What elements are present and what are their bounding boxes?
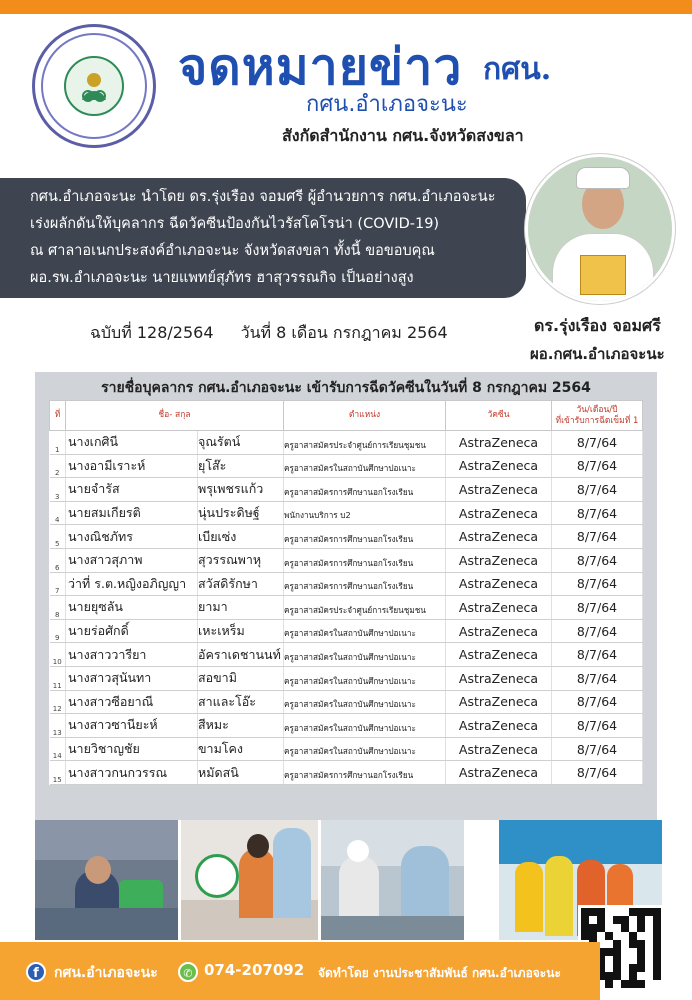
- row-date: 8/7/64: [552, 572, 643, 596]
- row-first-name: นางสาวกนกวรรณ: [66, 761, 198, 785]
- row-date: 8/7/64: [552, 690, 643, 714]
- table-header-row: [50, 401, 643, 431]
- table-row: [50, 761, 643, 785]
- row-first-name: นางณิชภัทร: [66, 525, 198, 549]
- table-row: [50, 643, 643, 667]
- row-position: ครูอาสาสมัครการศึกษานอกโรงเรียน: [284, 548, 446, 572]
- row-date: 8/7/64: [552, 761, 643, 785]
- header-vaccine: วัคซีน: [446, 401, 552, 431]
- row-index: 8: [50, 596, 66, 620]
- office-name: กศน.อำเภอจะนะ: [306, 92, 468, 117]
- header-date-line1: วัน/เดือน/ปี: [576, 404, 618, 415]
- phone-icon: ✆: [178, 962, 198, 982]
- row-date: 8/7/64: [552, 501, 643, 525]
- row-position: ครูอาสาสมัครประจำศูนย์การเรียนชุมชน: [284, 431, 446, 455]
- row-vaccine: AstraZeneca: [446, 431, 552, 455]
- table-title: รายชื่อบุคลากร กศน.อำเภอจะนะ เข้ารับการฉีดวัคซีนในวันที่ 8 กรกฎาคม 2564: [101, 380, 591, 396]
- portrait-cap: [576, 167, 630, 189]
- row-position: ครูอาสาสมัครการศึกษานอกโรงเรียน: [284, 478, 446, 502]
- row-date: 8/7/64: [552, 737, 643, 761]
- row-first-name: นางสาวซานียะห์: [66, 714, 198, 738]
- row-position: ครูอาสาสมัครในสถาบันศึกษาปอเนาะ: [284, 690, 446, 714]
- director-name: ดร.รุ่งเรือง จอมศรี: [534, 316, 661, 335]
- header-idx: ที่: [50, 401, 66, 431]
- row-index: 10: [50, 643, 66, 667]
- row-position: ครูอาสาสมัครการศึกษานอกโรงเรียน: [284, 525, 446, 549]
- table-row: [50, 619, 643, 643]
- row-last-name: ยามา: [198, 596, 284, 620]
- row-last-name: สุวรรณพาหุ: [198, 548, 284, 572]
- row-index: 5: [50, 525, 66, 549]
- row-first-name: นายจำรัส: [66, 478, 198, 502]
- row-index: 9: [50, 619, 66, 643]
- issue-date: วันที่ 8 เดือน กรกฎาคม 2564: [240, 323, 448, 342]
- issue-number: ฉบับที่ 128/2564: [90, 323, 214, 342]
- facebook-label[interactable]: กศน.อำเภอจะนะ: [54, 965, 158, 981]
- emblem-icon: [74, 66, 114, 106]
- table-row: [50, 572, 643, 596]
- row-vaccine: AstraZeneca: [446, 572, 552, 596]
- phone-number[interactable]: 074-207092: [204, 961, 305, 979]
- director-portrait: [525, 154, 675, 304]
- row-vaccine: AstraZeneca: [446, 478, 552, 502]
- row-last-name: หมัดสนิ: [198, 761, 284, 785]
- row-vaccine: AstraZeneca: [446, 501, 552, 525]
- row-first-name: นางเกศินี: [66, 431, 198, 455]
- table-row: [50, 690, 643, 714]
- row-index: 14: [50, 737, 66, 761]
- row-first-name: นายสมเกียรติ: [66, 501, 198, 525]
- row-vaccine: AstraZeneca: [446, 454, 552, 478]
- row-vaccine: AstraZeneca: [446, 525, 552, 549]
- row-first-name: นางสาวสุนันทา: [66, 666, 198, 690]
- event-photo-3: [321, 820, 464, 940]
- row-last-name: ขามโคง: [198, 737, 284, 761]
- row-date: 8/7/64: [552, 431, 643, 455]
- row-index: 7: [50, 572, 66, 596]
- table-row: [50, 454, 643, 478]
- header-name: ชื่อ- สกุล: [66, 401, 284, 431]
- made-by: จัดทำโดย งานประชาสัมพันธ์ กศน.อำเภอจะนะ: [318, 966, 561, 980]
- table-row: [50, 737, 643, 761]
- row-date: 8/7/64: [552, 596, 643, 620]
- row-first-name: นางสาวซีอยาณี: [66, 690, 198, 714]
- row-index: 6: [50, 548, 66, 572]
- row-date: 8/7/64: [552, 666, 643, 690]
- banner-line: ณ ศาลาอเนกประสงค์อำเภอจะนะ จังหวัดสงขลา ทั้งนี้ ขอขอบคุณ: [30, 243, 435, 259]
- event-photo-1: [35, 820, 178, 940]
- header-position: ตำแหน่ง: [284, 401, 446, 431]
- row-vaccine: AstraZeneca: [446, 548, 552, 572]
- row-index: 15: [50, 761, 66, 785]
- row-index: 11: [50, 666, 66, 690]
- row-date: 8/7/64: [552, 619, 643, 643]
- office-logo: [32, 24, 156, 148]
- row-index: 4: [50, 501, 66, 525]
- vaccination-table: [49, 400, 643, 785]
- table-row: [50, 714, 643, 738]
- row-position: ครูอาสาสมัครในสถาบันศึกษาปอเนาะ: [284, 454, 446, 478]
- table-row: [50, 478, 643, 502]
- row-date: 8/7/64: [552, 714, 643, 738]
- row-vaccine: AstraZeneca: [446, 761, 552, 785]
- row-first-name: นายวิชาญชัย: [66, 737, 198, 761]
- logo-emblem: [64, 56, 124, 116]
- top-bar-divider: [0, 14, 692, 22]
- row-date: 8/7/64: [552, 643, 643, 667]
- header-date-line2: ที่เข้ารับการฉีดเข็มที่ 1: [555, 415, 639, 426]
- row-first-name: นางสาววารียา: [66, 643, 198, 667]
- row-position: ครูอาสาสมัครการศึกษานอกโรงเรียน: [284, 761, 446, 785]
- row-last-name: นุ่นประดิษฐ์: [198, 501, 284, 525]
- row-index: 12: [50, 690, 66, 714]
- table-row: [50, 525, 643, 549]
- affiliation: สังกัดสำนักงาน กศน.จังหวัดสงขลา: [282, 126, 524, 145]
- row-date: 8/7/64: [552, 454, 643, 478]
- row-last-name: พรุเพชรแก้ว: [198, 478, 284, 502]
- row-first-name: นางอามีเราะห์: [66, 454, 198, 478]
- row-position: ครูอาสาสมัครประจำศูนย์การเรียนชุมชน: [284, 596, 446, 620]
- row-position: ครูอาสาสมัครการศึกษานอกโรงเรียน: [284, 572, 446, 596]
- row-position: ครูอาสาสมัครในสถาบันศึกษาปอเนาะ: [284, 737, 446, 761]
- issue-info: [90, 321, 470, 346]
- row-last-name: เหะเหร็ม: [198, 619, 284, 643]
- row-vaccine: AstraZeneca: [446, 714, 552, 738]
- facebook-icon[interactable]: f: [26, 962, 46, 982]
- row-last-name: สาและโอ๊ะ: [198, 690, 284, 714]
- row-first-name: ว่าที่ ร.ต.หญิงอภิญญา: [66, 572, 198, 596]
- row-vaccine: AstraZeneca: [446, 737, 552, 761]
- row-position: ครูอาสาสมัครในสถาบันศึกษาปอเนาะ: [284, 643, 446, 667]
- row-date: 8/7/64: [552, 478, 643, 502]
- row-vaccine: AstraZeneca: [446, 619, 552, 643]
- row-date: 8/7/64: [552, 525, 643, 549]
- row-index: 1: [50, 431, 66, 455]
- row-last-name: เบียเซ่ง: [198, 525, 284, 549]
- header-date: [552, 401, 643, 431]
- row-last-name: สีหมะ: [198, 714, 284, 738]
- row-index: 3: [50, 478, 66, 502]
- row-vaccine: AstraZeneca: [446, 690, 552, 714]
- banner-line: ผอ.รพ.อำเภอจะนะ นายแพทย์สุภัทร ฮาสุวรรณกิจ เป็นอย่างสูง: [30, 270, 414, 286]
- row-vaccine: AstraZeneca: [446, 666, 552, 690]
- row-last-name: สอขามิ: [198, 666, 284, 690]
- banner-line: กศน.อำเภอจะนะ นำโดย ดร.รุ่งเรือง จอมศรี ผู้อำนวยการ กศน.อำเภอจะนะ: [30, 189, 496, 205]
- row-position: พนักงานบริการ บ2: [284, 501, 446, 525]
- director-title: ผอ.กศน.อำเภอจะนะ: [530, 345, 665, 363]
- table-row: [50, 596, 643, 620]
- table-row: [50, 431, 643, 455]
- row-index: 2: [50, 454, 66, 478]
- newsletter-title: จดหมายข่าว: [178, 37, 463, 96]
- row-first-name: นางสาวสุภาพ: [66, 548, 198, 572]
- portrait-book: [580, 255, 626, 295]
- table-row: [50, 548, 643, 572]
- row-position: ครูอาสาสมัครในสถาบันศึกษาปอเนาะ: [284, 619, 446, 643]
- table-row: [50, 501, 643, 525]
- row-vaccine: AstraZeneca: [446, 596, 552, 620]
- row-last-name: จุณรัตน์: [198, 431, 284, 455]
- row-date: 8/7/64: [552, 548, 643, 572]
- banner-line: เร่งผลักดันให้บุคลากร ฉีดวัคซีนป้องกันไวรัสโคโรน่า (COVID-19): [30, 216, 440, 232]
- row-position: ครูอาสาสมัครในสถาบันศึกษาปอเนาะ: [284, 666, 446, 690]
- row-index: 13: [50, 714, 66, 738]
- row-vaccine: AstraZeneca: [446, 643, 552, 667]
- row-first-name: นายร่อศักดิ์: [66, 619, 198, 643]
- vaccination-table-panel: [35, 372, 657, 820]
- row-position: ครูอาสาสมัครในสถาบันศึกษาปอเนาะ: [284, 714, 446, 738]
- row-first-name: นายยุซลัน: [66, 596, 198, 620]
- table-row: [50, 666, 643, 690]
- row-last-name: ยุโส๊ะ: [198, 454, 284, 478]
- event-photo-2: [181, 820, 318, 940]
- newsletter-title-suffix: กศน.: [483, 52, 552, 87]
- news-banner: [0, 178, 526, 298]
- row-last-name: สวัสดิรักษา: [198, 572, 284, 596]
- row-last-name: อัคราเดชานนท์: [198, 643, 284, 667]
